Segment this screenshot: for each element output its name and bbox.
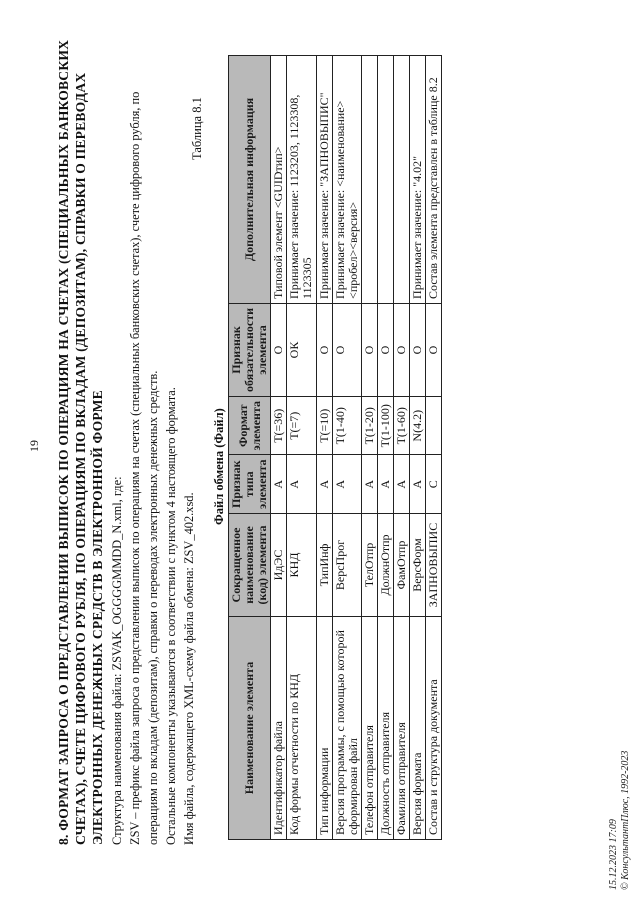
- body-line-components: Остальные компоненты указываются в соответствии с пунктом 4 настоящего формата.: [164, 387, 178, 845]
- cell-code: ДолжнОтпр: [378, 513, 394, 616]
- table-row: [426, 56, 442, 840]
- table-row: [378, 56, 394, 840]
- cell-required: О: [378, 303, 394, 396]
- cell-required: О: [271, 303, 287, 396]
- cell-info: Типовой элемент <GUIDтип>: [271, 56, 287, 304]
- cell-required: ОК: [287, 303, 317, 396]
- section-heading-line-2: СЧЕТАХ), СЧЕТЕ ЦИФРОВОГО РУБЛЯ, ПО ОПЕРАЦИЯМ ПО ВКЛАДАМ (ДЕПОЗИТАМ), СПРАВКИ О ПЕРЕВОДАХ: [73, 72, 88, 845]
- cell-name: Должность отправителя: [378, 617, 394, 840]
- body-line-prefix-cont: операциям по вкладам (депозитам), справки о переводах электронных денежных средств.: [146, 370, 160, 845]
- cell-name: Состав и структура документа: [426, 617, 442, 840]
- cell-name: Код формы отчетности по КНД: [287, 617, 317, 840]
- cell-code: ВерсФорм: [410, 513, 426, 616]
- table-header-row: [229, 56, 271, 840]
- section-heading-line-3: ЭЛЕКТРОННЫХ ДЕНЕЖНЫХ СРЕДСТВ В ЭЛЕКТРОННОЙ ФОРМЕ: [90, 390, 105, 845]
- cell-code: ФамОтпр: [394, 513, 410, 616]
- cell-format: T(=10): [317, 397, 333, 455]
- header-element-required: Признак обязательности элемента: [229, 303, 271, 396]
- cell-info: Принимает значение: "ЗАПНОВЫПИС": [317, 56, 333, 304]
- table-row: [394, 56, 410, 840]
- cell-format: T(=36): [271, 397, 287, 455]
- cell-format: T(1-40): [333, 397, 362, 455]
- header-additional-info: Дополнительная информация: [229, 56, 271, 304]
- body-line-structure: Структура наименования файла: ZSVAK_OGGGGMMDD_N.xml, где:: [110, 476, 124, 845]
- table-row: [271, 56, 287, 840]
- cell-format: T(1-100): [378, 397, 394, 455]
- table-row: [287, 56, 317, 840]
- cell-format: T(=7): [287, 397, 317, 455]
- cell-type: А: [287, 455, 317, 513]
- cell-code: ИдЭС: [271, 513, 287, 616]
- cell-name: Версия формата: [410, 617, 426, 840]
- page-number: 19: [27, 440, 41, 452]
- table-caption: Таблица 8.1: [190, 97, 204, 160]
- cell-name: Фамилия отправителя: [394, 617, 410, 840]
- cell-format: [426, 397, 442, 455]
- cell-required: О: [317, 303, 333, 396]
- cell-format: T(1-60): [394, 397, 410, 455]
- cell-type: А: [410, 455, 426, 513]
- section-heading-line-1: 8. ФОРМАТ ЗАПРОСА О ПРЕДСТАВЛЕНИИ ВЫПИСОК ПО ОПЕРАЦИЯМ НА СЧЕТАХ (СПЕЦИАЛЬНЫХ БАНКОВСКИХ: [56, 39, 71, 845]
- cell-info: [394, 56, 410, 304]
- cell-name: Телефон отправителя: [362, 617, 378, 840]
- cell-info: Принимает значение: 1123203, 1123308, 1123305: [287, 56, 317, 304]
- cell-type: А: [317, 455, 333, 513]
- exchange-file-table: [228, 55, 442, 840]
- table-row: [362, 56, 378, 840]
- table-row: [317, 56, 333, 840]
- cell-code: ВерсПрог: [333, 513, 362, 616]
- table-row: [410, 56, 426, 840]
- cell-required: О: [394, 303, 410, 396]
- cell-type: А: [394, 455, 410, 513]
- header-element-type: Признак типа элемента: [229, 455, 271, 513]
- cell-type: А: [378, 455, 394, 513]
- body-line-xsd: Имя файла, содержащего XML-схему файла обмена: ZSV_402.xsd.: [182, 492, 196, 845]
- footer-date: 15.12.2023 17:09: [608, 819, 619, 890]
- cell-type: А: [362, 455, 378, 513]
- body-line-prefix: ZSV – префикс файла запроса о представлении выписок по операциям на счетах (специальных банковских счетах), счете цифрового рубля, по: [128, 91, 142, 845]
- cell-format: T(1-20): [362, 397, 378, 455]
- cell-code: ТипИнф: [317, 513, 333, 616]
- table-row: [333, 56, 362, 840]
- footer-source: © КонсультантПлюс, 1992-2023: [620, 750, 631, 890]
- header-element-name: Наименование элемента: [229, 617, 271, 840]
- cell-required: О: [333, 303, 362, 396]
- cell-info: [362, 56, 378, 304]
- cell-info: Принимает значение: "4.02": [410, 56, 426, 304]
- cell-info: Принимает значение: <наименование><пробел><версия>: [333, 56, 362, 304]
- page-footer: [608, 751, 632, 890]
- cell-type: А: [333, 455, 362, 513]
- cell-info: [378, 56, 394, 304]
- cell-code: ТелОтпр: [362, 513, 378, 616]
- table-title: Файл обмена (Файл): [212, 408, 226, 525]
- cell-info: Состав элемента представлен в таблице 8.2: [426, 56, 442, 304]
- cell-type: С: [426, 455, 442, 513]
- cell-name: Тип информации: [317, 617, 333, 840]
- cell-required: О: [362, 303, 378, 396]
- cell-code: ЗАПНОВЫПИС: [426, 513, 442, 616]
- cell-type: А: [271, 455, 287, 513]
- cell-name: Идентификатор файла: [271, 617, 287, 840]
- cell-code: КНД: [287, 513, 317, 616]
- header-element-code: Сокращенное наименование (код) элемента: [229, 513, 271, 616]
- cell-format: N(4.2): [410, 397, 426, 455]
- cell-name: Версия программы, с помощью которой сформирован файл: [333, 617, 362, 840]
- header-element-format: Формат элемента: [229, 397, 271, 455]
- cell-required: О: [410, 303, 426, 396]
- cell-required: О: [426, 303, 442, 396]
